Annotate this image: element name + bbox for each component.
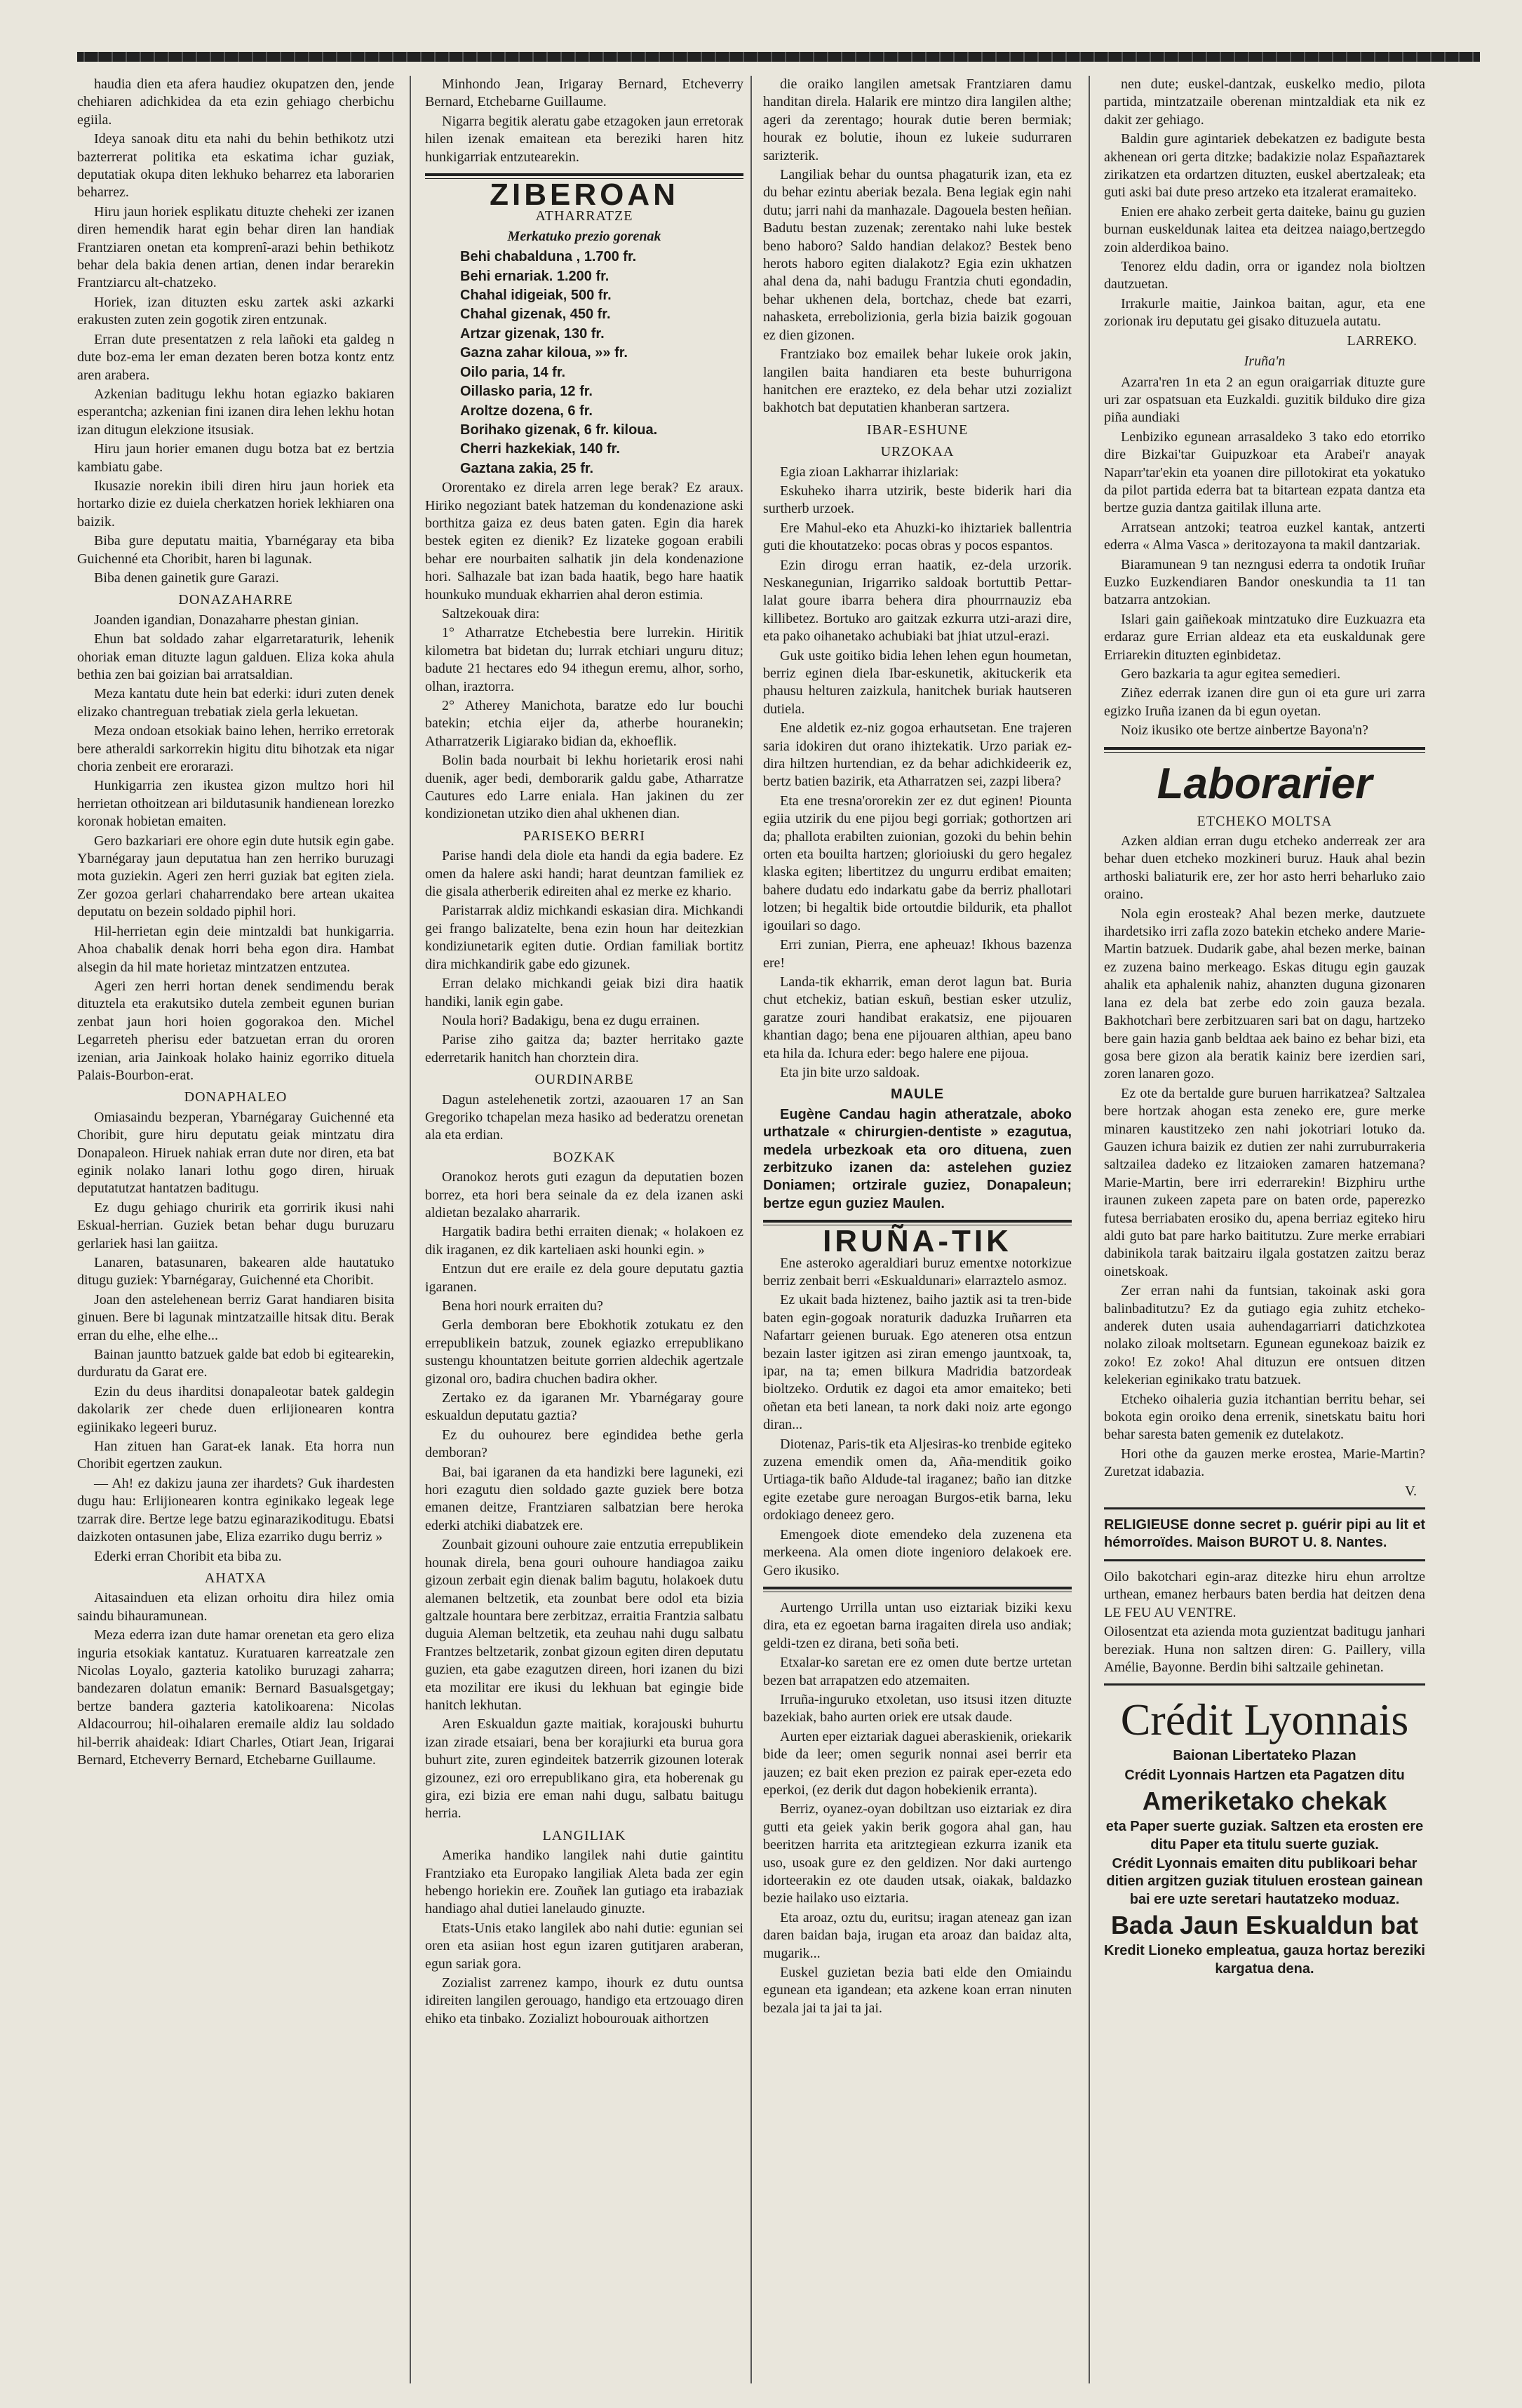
paragraph: Amerika handiko langilek nahi dutie gaintitu Frantziako eta Europako langiliak Aleta bada zer egin hebengo horiekin ere. Zouñek lan gutiago eta irabaziak handiago ahal dutiei lanelaudo ginuzte. <box>425 1848 743 1917</box>
paragraph: Oranokoz herots guti ezagun da deputatien bozen borrez, eta hori bera seinale da ez dela izanen aski aldietan bezalako aharrarik. <box>425 1169 743 1220</box>
paragraph: Arratsean antzoki; teatroa euzkel kantak, antzerti ederra « Alma Vasca » deritozayona ta makil dantzariak. <box>1104 519 1425 553</box>
paragraph: Saltzekouak dira: <box>442 605 540 621</box>
paragraph: Ez du ouhourez bere egindidea bethe gerla demboran? <box>425 1427 743 1461</box>
column-rule <box>750 76 752 2383</box>
paragraph: Langiliak behar du ountsa phagaturik izan, eta ez du behar ezintu aberiak bezala. Bena legiak egin nahi dutu; jarri nahi da manhazale. Dagouela besten heñian. Badutu bestan zuzenak; zerentako nahi luke bestek beno haboro? Saldo handian delakoz? Bestek beno herots haboro egiten dialakotz? Egia ezin ukhatzen ahal dena da, nahi badugu Frantzia chuti egondadin, behar ukhenen dela, bortchaz, chede bat ezarri, nahasketa, errebolizionia, gerla bizia baizik gogouan ez dien gizonen. <box>763 167 1072 343</box>
price-line: Chahal gizenak, 450 fr. <box>460 307 611 323</box>
paragraph: Irrakurle maitie, Jainkoa baitan, agur, eta ene zorionak iru deputatu gei gisako dituzuela autatu. <box>1104 295 1425 330</box>
section-heading: DONAZAHARRE <box>178 592 293 608</box>
paragraph: Entzun dut ere eraile ez dela goure deputatu gaztia igaranen. <box>425 1261 743 1295</box>
price-line: Chahal idigeiak, 500 fr. <box>460 288 612 304</box>
paragraph: Erran delako michkandi geiak bizi dira haatik handiki, lanik egin gabe. <box>425 976 743 1009</box>
paragraph: Zozialist zarrenez kampo, ihourk ez dutu ountsa idireiten langilen gerouago, handigo eta ertzouago diren ehiko eta tinbako. Zozializt hobourouak aithortzen <box>425 1975 743 2026</box>
section-rule <box>763 1587 1072 1592</box>
paragraph: 2° Atherey Manichota, baratze edo lur bouchi batekin; etchia eijer da, atherbe houranekin; Atharratzerik Ligiarako bidian da, ekhoeflik. <box>425 698 743 749</box>
paragraph: Hil-herrietan egin deie mintzaldi bat hunkigarria. Ahoa chabalik denak horri beha egon dira. Hambat alsegin da hil mate horietaz mintzatzen entzutea. <box>77 923 394 975</box>
paragraph: Gero bazkaria ta agur egitea semedieri. <box>1121 666 1341 682</box>
paragraph: Hiru jaun horiek esplikatu dituzte cheheki zer izanen diren hemendik harat egin behar diren lan handiak Frantziaren onetan eta komprenî-arazi behin bethikotz behar dela bakia denen artian, denen indar berarekin Frantziarcu alt-chatzeko. <box>77 203 394 291</box>
price-line: Gazna zahar kiloua, »» fr. <box>460 345 628 361</box>
section-heading: OURDINARBE <box>534 1072 634 1088</box>
paragraph: Biba gure deputatu maitia, Ybarnégaray eta biba Guichenné eta Choribit, haren bi lagunak. <box>77 533 394 567</box>
paragraph: Hunkigarria zen ikustea gizon multzo hori hil herrietan othoitzean ari bildutasunik handienean lorezko koronak hobietan emaiten. <box>77 778 394 830</box>
paragraph: Zer erran nahi da funtsian, takoinak aski gora balinbaditutzu? Ez da gutiago egia zuhitz etcheko-anderek duten usaia auhendagarriarri datichzkotea nolako ziloak moltsetarn. Egunean egunekoaz baizik ez zoko! Ez zoko! Ahal dituzun ere ontsuen ditzen kelekerian eginikako tratu batzuek. <box>1104 1283 1425 1388</box>
paragraph: Parise ziho gaitza da; bazter herritako gazte ederretarik hanitch han chorztein dira. <box>425 1032 743 1065</box>
section-heading: PARISEKO BERRI <box>523 828 645 844</box>
paragraph: Irruña-inguruko etxoletan, uso itsusi itzen dituzte bazekiak, baho aurten oriek ere utsak daude. <box>763 1691 1072 1726</box>
paragraph: Diotenaz, Paris-tik eta Aljesiras-ko trenbide egiteko zuzena emendik omen da, Aña-menditik goiko Urtiaga-tik baño Aldude-tal iraganez; baño ian ditzke egite ezetabe gure neroagan Burgos-etik barna, leku ordokiago deneez gero. <box>763 1436 1072 1524</box>
column-2 <box>425 76 743 2383</box>
ad-text: Oilosentzat eta azienda mota guzientzat baditugu janhari bereziak. Huna non saltzen diren: G. Paillery, villa Amélie, Bayonne. Berdin bihi saltzaile gehinetan. <box>1104 1624 1425 1675</box>
paragraph: Azarra'ren 1n eta 2 an egun oraigarriak dituzte gure uri zar ospatsuan eta Euzkaldi. guzitik bilduko dire giza piña aundiaki <box>1104 374 1425 426</box>
price-line: Artzar gizenak, 130 fr. <box>460 325 605 342</box>
paragraph: Hori othe da gauzen merke erostea, Marie-Martin? Zuretzat idabazia. <box>1104 1446 1425 1480</box>
paragraph: Noiz ikusiko ote bertze ainbertze Bayona'n? <box>1121 722 1368 739</box>
paragraph: Emengoek diote emendeko dela zuzenena eta merkeena. Ala omen diote ingenioro delakoek ere. Gero ikusiko. <box>763 1526 1072 1578</box>
price-line: Oillasko paria, 12 fr. <box>460 384 593 400</box>
ad-text: RELIGIEUSE donne secret p. guérir pipi au lit et hémorroïdes. Maison BUROT U. 8. Nantes. <box>1104 1517 1425 1551</box>
price-line: Oilo paria, 14 fr. <box>460 364 566 380</box>
paragraph: Ene aldetik ez-niz gogoa erhautsetan. Ene trajeren saria idokiren dut orano ihiztekatik. Urzo pariak ez-dira hiltzen hurtendian, ez da behar adichkideerik ez, bertz batien bazirik, eta Atharratzen sei, zazpi libera? <box>763 720 1072 790</box>
paragraph: Hargatik badira bethi erraiten dienak; « holakoen ez dik iraganen, ez dik karteliaen aski hounki egin. » <box>425 1224 743 1258</box>
advertisement <box>1104 1507 1425 1552</box>
advertisement <box>1104 1559 1425 1676</box>
paragraph: Gerla demboran bere Ebokhotik zotukatu ez den errepublikein batzuk, zounek egiazko errepublikano sustengu khountatzen beitute gorrien aldechik agertzale gizonal oro, badira chuchen badira okher. <box>425 1317 743 1387</box>
paragraph: Horiek, izan dituzten esku zartek aski azkarki erakusten zuten zein gogotik ziren entzunak. <box>77 294 394 328</box>
author-signature: LARREKO. <box>1347 332 1417 349</box>
column-4 <box>1104 76 1425 2383</box>
paragraph: Berriz, oyanez-oyan dobiltzan uso eiztariak ez dira gutti eta geiek yakin berik gogora ahal gan, hau beeritzen harrita eta aritztegiean ezkurra izanik eta uso, usoak gure ez den geldizen. Nor daki aurtengo idorteerakin ez ote dauden utsak, oiakak, baldazko bezie hailako uso eiztaria. <box>763 1801 1072 1906</box>
paragraph: Parise handi dela diole eta handi da egia badere. Ez omen da halere aski handi; harat deuntzan familiek ez die gisala atherberik edireiten ahal ez merke ez khario. <box>425 848 743 900</box>
paragraph: Biaramunean 9 tan nezngusi ederra ta ondotik Iruñar Euzko Euzkendiaren Bandor oneskundia ta 11 tan batzarra antzokian. <box>1104 556 1425 608</box>
section-heading: BOZKAK <box>553 1149 616 1165</box>
paragraph: Lenbiziko egunean arrasaldeko 3 tako edo etorriko dire Bizkai'tar Guipuzkoar eta Arabei'r anayak Naparr'tar'ekin eta yoanen dire pillotokirat eta yokatuko da pilot partida ederra bat ta bitartean ezpata dantza eta bertze guzia dantza gaitilak illuna arte. <box>1104 429 1425 516</box>
paragraph: Paristarrak aldiz michkandi eskasian dira. Michkandi gei frango balizatelte, bena ezin houn har deitezkian kondiziunetarik egiten dutie. Ordian familiak bortitz dira michkandirik gabe edo gizunek. <box>425 903 743 972</box>
paragraph: Tenorez eldu dadin, orra or igandez nola bioltzen dautzuetan. <box>1104 259 1425 292</box>
subheading: Merkatuko prezio gorenak <box>507 228 661 244</box>
ad-text: Baionan Libertateko Plazan <box>1173 1748 1356 1764</box>
top-rule <box>77 52 1480 62</box>
paragraph: Ideya sanoak ditu eta nahi du behin bethikotz utzi bazterrerat politika eta eskatima ichar guziak, deputatiak okupa diten lekhuko beharrez eta laborarien beharrez. <box>77 131 394 201</box>
section-heading: IBAR-ESHUNE <box>866 422 969 438</box>
paragraph: Baldin gure agintariek debekatzen ez badigute besta akhenean ori gerta ditzke; badakizie nolaz Españaztarek zirikatzen eta ordartzen dituzten, euskel abertzaleak; eta guti aski bai dute preso artzeko eta itzalerat eramaiteko. <box>1104 131 1425 201</box>
paragraph: Bai, bai igaranen da eta handizki bere laguneki, ezi hori ezagutu dien soldado gazte guziek bere botza emanen deitze, Frantziaren salbatzian bere heroka ederki atchiki diabatzek ere. <box>425 1464 743 1533</box>
paragraph: die oraiko langilen ametsak Frantziaren damu handitan direla. Halarik ere mintzo dira langilen althe; ageri da zerentago; hourak dutie beren bermiak; hourak ez bolutie, ihoun ez lukeie sudurraren sarizterik. <box>763 76 1072 163</box>
paragraph: Nola egin erosteak? Ahal bezen merke, dautzuete ihardetsiko irri zafla zozo batekin etcheko andere Marie-Martin batzuek. Dudarik gabe, ahal bezen merke, bainan ez zuzena baino merkeago. Eskas ditugu egin gauzak ahalik eta aphalenik nahiz, ahanzten duguna gizonaren lana ez dela bat zerbe edo zoin gauza bezala. Bakhotcharì bere zerbitzuaren sari bat on dagu, hartzeko bere gain hazia ganb beldtaa aek baino ez behar bizi, eta gosa bere gizon ala beratik kainiz bere izerdien sari, zoren lanaren gozo. <box>1104 906 1425 1082</box>
price-line: Behi ernariak. 1.200 fr. <box>460 268 610 284</box>
paragraph: 1° Atharratze Etchebestia bere lurrekin. Hiritik kilometra bat bidetan du; lurrak etchiari unguru dituz; badute 21 hectares edo 94 ithegun eremu, alhor, sorho, olhan, iraztorra. <box>425 625 743 694</box>
paragraph: Dagun astelehenetik zortzi, azaouaren 17 an San Gregoriko tchapelan meza hasiko ad bederatzu orenetan ala eta erdian. <box>425 1091 743 1143</box>
paragraph: Biba denen gainetik gure Garazi. <box>94 570 279 586</box>
paragraph: Minhondo Jean, Irigaray Bernard, Etcheverry Bernard, Etchebarne Guillaume. <box>425 76 743 110</box>
paragraph: — Ah! ez dakizu jauna zer ihardets? Guk ihardesten dugu hau: Erlijionearen kontra eginikako legeak lege tzarrak dire. Bertze lege batzu eginarazikoditugu. Ebatsi daizkoten ontasunen jabe, Eliza ezarriko dugu berriz » <box>77 1475 394 1545</box>
paragraph: Islari gain gaiñekoak mintzatuko dire Euzkuazra eta erdaraz gure Errian aldeaz eta eta euskaldunak gere Erriarekin dituzten eginbidetaz. <box>1104 611 1425 663</box>
paragraph: Eta ene tresna'ororekin zer ez dut eginen! Piounta egiia utzirik du ene pijou begi gorriak; gothortzen ari da; phallota erabilten zuionian, gozoki du behin behin orten eta bouilta hartzen; glorioiuski du gero hegalez klaska egiten; libertitzez du ungurru erdibat emaiten; bahere dudatu edo indarkatu gabe da berriz phallotari lotzen; bi hegaltik bide ortoutdie bildurik, eta phallot igouilari so dago. <box>763 793 1072 934</box>
section-title: Laborarier <box>1157 759 1373 808</box>
paragraph: Ororentako ez direla arren lege berak? Ez araux. Hiriko negoziant batek hatzeman du kondenazione aski borthitza gaiza ez deus baten gaten. Egin dia harek bestek egiten ez dienik? Ez lizateke gogoan erabili behar ere nourbaiten salhatik jin dela kondenazione hori. Salhazale bat izan bada haatik, bego hare haatik hounkuko munduak ekharrien ahal deron estimia. <box>425 480 743 603</box>
ad-headline: Bada Jaun Eskualdun bat <box>1110 1911 1419 1940</box>
paragraph: Ere Mahul-eko eta Ahuzki-ko ihiztariek ballentria guti die khoutatzeko: pocas obras y pocos espantos. <box>763 520 1072 554</box>
ad-headline: Ameriketako chekak <box>1142 1787 1387 1816</box>
paragraph: Erri zunian, Pierra, ene apheuaz! Ikhous bazenza ere! <box>763 937 1072 971</box>
paragraph: Ezin dirogu erran haatik, ez-dela urzorik. Neskanegunian, Irigarriko saldoak bortuttib Pettar-lalat goure ibarra behera dira phourrnauziz eba killibetez. Bortuko aro gaitzak ezkurra utzi-arazi dire, eta pako oihanetako achubiaki bat jhiat utzul-erazi. <box>763 557 1072 645</box>
paragraph: Meza kantatu dute hein bat ederki: iduri zuten denek elizako chantreguan trebatiak ziela gerla lekuetan. <box>77 686 394 720</box>
advertisement <box>1104 1683 1425 1978</box>
paragraph: Etcheko oihaleria guzia itchantian berritu behar, sei bokota egin oroiko dena errenik, sinetskatu baitu hori behar saresta baten gemenik ez dutelakotz. <box>1104 1391 1425 1443</box>
section-heading: ETCHEKO MOLTSA <box>1197 813 1333 829</box>
paragraph: Aitasainduen eta elizan orhoitu dira hilez omia saindu bihauramunean. <box>77 1590 394 1624</box>
paragraph: Omiasaindu bezperan, Ybarnégaray Guichenné eta Choribit, gure hiru deputatu geiak mintzatu dira Donapaleon. Hiruek nahiak erran dute nor diren, eta bat eginik nolako lanari lothu gogo diren, hiruak deputatutzat hantatzen baditugu. <box>77 1109 394 1197</box>
section-heading: DONAPHALEO <box>184 1089 288 1105</box>
paragraph: Nigarra begitik aleratu gabe etzagoken jaun erretorak hilen izenak emaitean eta bereziki haren hitz hunkigarriak entzutearekin. <box>425 113 743 165</box>
section-title: ZIBEROAN <box>490 177 679 213</box>
paragraph: Ez ote da bertalde gure buruen harrikatzea? Saltzalea bere hortzak ahogan esta zeneko ere, gure merke minaren kaustitzeko zen nahi jokotriari lotuko da. Gauzen ichura baizik ez dutien zer nahi zurruburrakeria saltzailea dadeko ez litzaioken zamaren hatzemana? Marie-Martin, bere irri ederrarekin! Bizphiru urthe iraunen zukeen zapeta pare on baten orde, paperezko futesa berriabaten erosiko du, apena berriaz egiteko hiru aldi guto bat pare harko baititutzu. Zure merke errabiari dabinikola tarak baitzairu ilgala gostatzen zaitzu beraz oinetskoak. <box>1104 1085 1425 1279</box>
paragraph: Ezin du deus iharditsi donapaleotar batek galdegin dakolarik zer chede duen erlijionearen kontra egiinikako legeeri buruz. <box>77 1383 394 1435</box>
paragraph: Meza ederra izan dute hamar orenetan eta gero eliza inguria etsokiak kantatuz. Kuratuaren karreatzale zen Nicolas Loyalo, gazteria katoliko buruzagi zaharra; bandezaren dolatun emanik: Bernard Basualsgetgay; bertze bandera gazteria katolikoarena: Nicolas Aldacourrou; hil-oihalaren eremaile aldiz lau soldado hil-berrik ahaideak: Idiart Charles, Otiart Jean, Irigarai Bernard, Etcheverry Bernard, Etchebarne Guillaume. <box>77 1627 394 1768</box>
author-signature: V. <box>1405 1483 1417 1499</box>
paragraph: Frantziako boz emailek behar lukeie orok jakin, langilen baita handiaren eta beste buhurrigona hanitchen ere erazteko, ez dela behar utzi zozializt bakhotch bat deputatien khanberan sartzera. <box>763 347 1072 416</box>
paragraph: Bainan jauntto batzuek galde bat edob bi egitearekin, durduratu da Garat ere. <box>77 1347 394 1380</box>
paragraph: nen dute; euskel-dantzak, euskelko medio, pilota partida, mintzatzaile oberenan mintzaldiak eta nik ez dakit zer gehiago. <box>1104 76 1425 128</box>
column-rule <box>1089 76 1090 2383</box>
paragraph: Zounbait gizouni ouhoure zaie entzutia errepublikein hounak direla, bena gouri ouhoure handiagoa zaiku gizoun zerbait egin dienak balim bagutu, holakoek dutu alemanen beltzetik, eta zounbat bere odol eta bizia galtzale hountara bere zerbitzaz, erraitia Frantzia salbatu duguia Aleman beltzetik, eta zeuhau nahi dugu salbatu Frantzes beltzetarik, zonbat gizoun egiten diren deputatu guzien, eta gabe ezagutzen direen, hori izanen du bizi eta mozilitar ere ikusi du lekhuan bat egingie bide hanitch lekhutan. <box>425 1537 743 1713</box>
ad-text: Crédit Lyonnais emaiten ditu publikoari behar ditien argitzen guziak tituluen erostean gainean bai ere uzte seretari hautatzeko moduaz. <box>1106 1855 1423 1907</box>
price-line: Gaztana zakia, 25 fr. <box>460 460 594 476</box>
paragraph: Etxalar-ko saretan ere ez omen dute bertze urtetan bezen bat arrapatzen edo atzemaiten. <box>763 1655 1072 1688</box>
paragraph: Han zituen han Garat-ek lanak. Eta horra nun Choribit egertzen zaukun. <box>77 1439 394 1472</box>
price-line: Cherri hazkekiak, 140 fr. <box>460 441 620 457</box>
paragraph: Hiru jaun horier emanen dugu botza bat ez bertzia kambiatu gabe. <box>77 441 394 475</box>
paragraph: Euskel guzietan bezia bati elde den Omiaindu egunean eta igandean; eta azkene koan erran ninuten bezala jai ta jai ta jai. <box>763 1965 1072 2016</box>
ad-text: Kredit Lioneko empleatua, gauza hortaz bereziki kargatua dena. <box>1104 1943 1425 1977</box>
paragraph: Meza ondoan etsokiak baino lehen, herriko erretorak bere atheraldi sarkorrekin higitu ditu bihotzak eta nigar choria zenbeit ere erorarazi. <box>77 723 394 775</box>
paragraph: Landa-tik ekharrik, eman derot lagun bat. Buria chut etchekiz, batian eskuñ, bestian esker utzuliz, garatze zouri handibat erakatsiz, ene pijouaren khantian dago; bena ene pijouaren althian, apeu bano eta hila da. Ichura eder: bego halere ene pijoua. <box>763 974 1072 1061</box>
paragraph: Noula hori? Badakigu, bena ez dugu errainen. <box>442 1012 700 1028</box>
section-rule <box>1104 747 1425 753</box>
paragraph: Etats-Unis etako langilek abo nahi dutie: egunian sei oren eta asiian host egun izaren gutitjaren araberan, egun sariak gora. <box>425 1920 743 1972</box>
ad-title: Crédit Lyonnais <box>1120 1695 1409 1745</box>
section-heading: AHATXA <box>204 1570 267 1586</box>
price-line: Aroltze dozena, 6 fr. <box>460 403 593 419</box>
paragraph: Joan den astelehenean berriz Garat handiaren bisita ginuen. Bere bi lagunak mintzatzaille hitsak ditu. Berak erran du elhe, elhe elhe... <box>77 1291 394 1343</box>
column-1 <box>77 76 394 2383</box>
paragraph: Joanden igandian, Donazaharre phestan ginian. <box>94 612 359 628</box>
paragraph: Eta aroaz, oztu du, euritsu; iragan ateneaz gan izan daren baidan baja, irugan eta aroaz dan baidaz alta, mugarik... <box>763 1909 1072 1961</box>
paragraph: Aurtengo Urrilla untan uso eiztariak biziki kexu dira, eta ez egoetan barna iragaiten direla uso andiak; geldi-tzen ez dirana, beti soña beti. <box>763 1599 1072 1651</box>
paragraph: Aren Eskualdun gazte maitiak, korajouski buhurtu izan zirade etsaiari, bena ber korajiurki eta burua gora buhurt zite, zuren egindeitek batzerrik gizounen loterak gizounez, ezi oro errepublikano gira, eta hoberenak gu gira, ezi bizia ere eman nahi dugu, salbatu baitugu herria. <box>425 1716 743 1822</box>
price-line: Borihako gizenak, 6 fr. kiloua. <box>460 422 658 438</box>
ad-text: Crédit Lyonnais Hartzen eta Pagatzen ditu <box>1124 1767 1405 1783</box>
paragraph: Ageri zen herri hortan denek sendimendu berak dituztela eta erakutsiko dutela zembeit egunen burian zenbat jaun hori hoien gogorakoa den. Michel Legarreteh pherisu eder batzuetan erran du ororen izenian, aria Jainkoak holako hainiz egorriko dituela Palais-Bourbon-erat. <box>77 978 394 1083</box>
paragraph: Lanaren, batasunaren, bakearen alde hautatuko ditugu guziek: Ybarnégaray, Guichenné eta Choribit. <box>77 1255 394 1289</box>
paragraph: Egia zioan Lakharrar ihizlariak: <box>780 464 959 480</box>
paragraph: Azkenian baditugu lekhu hotan egiazko bakiaren esperantcha; azkenian fini izanen dira lehen lekhu hotan izan ditugun elekzione itsusiak. <box>77 386 394 438</box>
paragraph: Ene asteroko ageraldiari buruz ementxe notorkizue berriz zenbait berri «Eskualdunari» elarraztelo asmoz. <box>763 1255 1072 1289</box>
column-rule <box>410 76 411 2383</box>
paragraph: Aurten eper eiztariak daguei aberaskienik, oriekarik bide da leer; omen segurik nonnai asei berrir eta jauzen; ez bait eken prezion ez pairak eper-ezeta edo eperkoi, (ez derik dut dagon hobekienik erranta). <box>763 1728 1072 1798</box>
ad-text: Oilo bakotchari egin-araz ditezke hiru ehun arroltze urthean, emanez herbaurs baten berdia hat deitzen dena LE FEU AU VENTRE. <box>1104 1568 1425 1620</box>
paragraph: Bolin bada nourbait bi lekhu horietarik erosi nahi duenik, ager bedi, demborarik galdu gabe, Atharratze Cautures edo Larre eniala. Han jakinen du zer kondizionetan utziko dien ahal ukhenen dian. <box>425 753 743 822</box>
ad-text: eta Paper suerte guziak. Saltzen eta erosten ere ditu Paper eta titulu suerte guziak. <box>1105 1819 1424 1852</box>
dateline: Iruña'n <box>1244 354 1286 370</box>
section-heading: LANGILIAK <box>542 1827 626 1843</box>
paragraph: Guk uste goitiko bidia lehen lehen egun houmetan, berriz eginen diela Ibar-eskunetik, akituckerik eta phausu helturen zaizkula, hanitchek buriak hautseren dutiela. <box>763 647 1072 717</box>
section-heading: URZOKAA <box>880 444 955 460</box>
column-3 <box>763 76 1072 2383</box>
paragraph: Gero bazkariari ere ohore egin dute hutsik egin gabe. Ybarnégaray jaun deputatua han zen herriko buruzagi mota guziekin. Ageri zen herri guziak bat egiten ziela. Zer gozoa gerlari chaharrendako bere artean ukaitea deputatu on bezein soldado piphil hori. <box>77 833 394 920</box>
paragraph: Ziñez ederrak izanen dire gun oi eta gure uri zarra egizko Iruña izanen da bi egun oyetan. <box>1104 685 1425 719</box>
paragraph: Bena hori nourk erraiten du? <box>442 1298 603 1314</box>
section-heading: ATHARRATZE <box>535 208 633 224</box>
paragraph: Ez dugu gehiago churirik eta gorririk ikusi nahi Eskual-herrian. Guziek betan behar dugu buruzaru gerlariek hasi lan gaiitza. <box>77 1199 394 1251</box>
paragraph: Ikusazie norekin ibili diren hiru jaun horiek eta hortarko dizie ez duiela cherkatzen horiek lekhiaren ona baizik. <box>77 478 394 530</box>
paragraph: Eskuheko iharra utzirik, beste biderik hari dia surtherb urzoek. <box>763 483 1072 517</box>
paragraph: Erran dute presentatzen z rela lañoki eta galdeg n dute boz-ema ler eman dezaten beren botza kontz entz aren arabera. <box>77 331 394 383</box>
paragraph: Azken aldian erran dugu etcheko anderreak zer ara behar duen etcheko mozkineri buruz. Hauk ahal bezin arthoski baliaturik ere, zer hor asto herri beharluko zaio oraino. <box>1104 833 1425 903</box>
section-heading: MAULE <box>890 1087 945 1103</box>
price-line: Behi chabalduna , 1.700 fr. <box>460 249 637 265</box>
paragraph: haudia dien eta afera haudiez okupatzen den, jende chehiaren adichkidea da eta ezin gehiago cherbichu egiila. <box>77 76 394 128</box>
section-title: IRUÑA-TIK <box>823 1224 1012 1259</box>
paragraph: Ederki erran Choribit eta biba zu. <box>94 1548 282 1564</box>
paragraph: Ez ukait bada hiztenez, baiho jaztik asi ta tren-bide baten egin-gogoak noraturik daduzka Iruñarren eta Nafartarr geienen buruak. Ego ateneren otsa entzun bezain laster igitzen asi ziran emengo jauntxoak, ta, ipar, na ta; emen bilkura Madridia batzordeak bioltzeko. Ordutik ez dagoi eta amor emaiteko; beti oñetan eta beti lanean, ta nork daki noiz arte egongo diran... <box>763 1292 1072 1433</box>
paragraph: Enien ere ahako zerbeit gerta daiteke, bainu gu guzien burnan euskeldunak laitea eta deitzea naiago,bertzegdo zoin alderdikoa baino. <box>1104 203 1425 255</box>
paragraph: Zertako ez da igaranen Mr. Ybarnégaray goure eskualdun deputatu gaztia? <box>425 1390 743 1424</box>
notice-paragraph: Eugène Candau hagin atheratzale, aboko urthatzale « chirurgien-dentiste » ezagutua, medela urbezkoak eta oro dituena, zuen zerbitzuko izanen da: astelehen guziez Doniamen; ortzirale guziez, Donapaleun; bertze egun guziez Maulen. <box>763 1106 1072 1211</box>
paragraph: Eta jin bite urzo saldoak. <box>780 1064 920 1080</box>
paragraph: Ehun bat soldado zahar elgarretaraturik, lehenik ohoriak eman dituzte lagun galduen. Eliza koka ahula bethia zen bai goizian bai arratsaldian. <box>77 631 394 682</box>
